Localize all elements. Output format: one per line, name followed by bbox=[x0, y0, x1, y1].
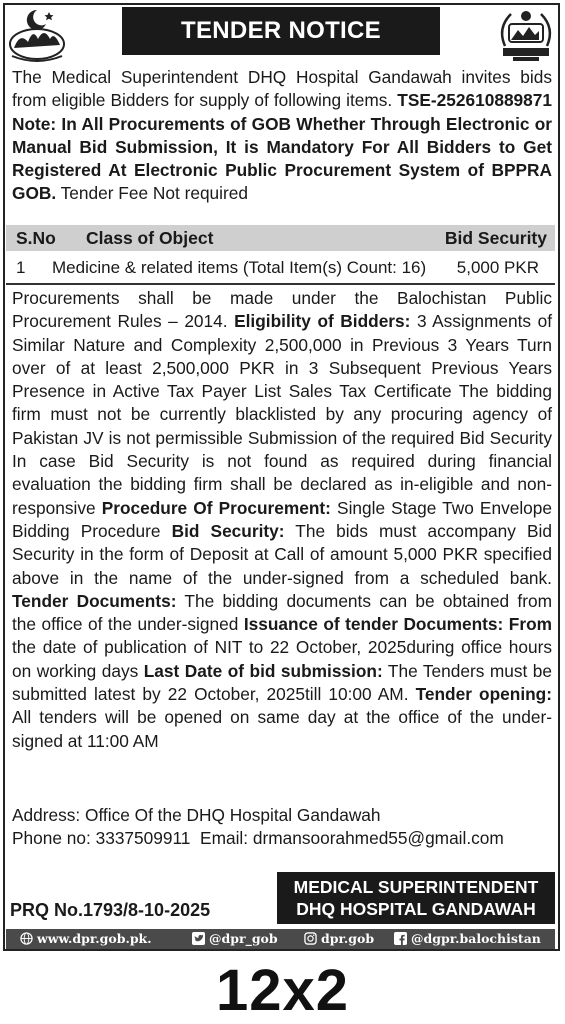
footer-twitter[interactable]: @dpr_gob bbox=[192, 931, 278, 946]
government-seal-right bbox=[495, 6, 557, 64]
prq-number: PRQ No.1793/8-10-2025 bbox=[10, 900, 211, 920]
tender-notice-title: TENDER NOTICE bbox=[122, 7, 440, 55]
ad-size-label: 12x2 bbox=[215, 958, 350, 1023]
col-sno: S.No bbox=[16, 228, 56, 248]
terms-paragraph: Procurements shall be made under the Balochistan Public Procurement Rules – 2014. Eligibility of Bidders: 3 Assignments of Similar Nature and Complexity 2,500,000 in Previous 3 Years Turn over of at least 2,500,000 PKR in 3 Subsequent Previous Years Presence in Active Tax Payer List Sales Tax Certificate The bidding firm must not be currently blacklisted by any procuring agency of Pakistan JV is not permissible Submission of the required Bid Security In case Bid Security is not found as required during financial evaluation the bidding firm shall be declared as in-eligible and non-responsive Procedure Of Procurement: Single Stage Two Envelope Bidding Procedure Bid Security: The bids must accompany Bid Security in the form of Deposit at Call of amount 5,000 PKR specified above in the name of the under-signed from a scheduled bank. Tender Documents: The bidding documents can be obtained from the office of the under-signed Issuance of tender Documents: From the date of publication of NIT to 22 October, 2025during office hours on working days Last Date of bid submission: The Tenders must be submitted latest by 22 October, 2025till 10:00 AM. Tender opening: All tenders will be opened on same day at the office of the under-signed at 11:00 AM bbox=[12, 288, 553, 751]
balochistan-emblem-left bbox=[6, 6, 68, 64]
row-sno: 1 bbox=[16, 258, 26, 277]
globe-icon bbox=[20, 932, 33, 945]
table-header bbox=[6, 225, 555, 251]
twitter-icon bbox=[192, 932, 205, 945]
col-bid-security: Bid Security bbox=[444, 228, 547, 248]
contact-block bbox=[12, 804, 552, 851]
phone-number: Phone no: 3337509911 bbox=[12, 828, 191, 849]
table-divider bbox=[6, 283, 555, 285]
table-row bbox=[6, 255, 555, 281]
footer-instagram[interactable]: dpr.gob bbox=[304, 931, 374, 946]
row-bid-security: 5,000 PKR bbox=[456, 258, 539, 277]
col-class-of-object: Class of Object bbox=[86, 228, 214, 248]
address-line: Address: Office Of the DHQ Hospital Gandawah bbox=[12, 805, 381, 825]
footer-facebook[interactable]: @dgpr.balochistan bbox=[394, 931, 541, 946]
signature-title: MEDICAL SUPERINTENDENT bbox=[293, 877, 539, 897]
footer-website[interactable]: www.dpr.gob.pk. bbox=[20, 931, 152, 946]
email-address[interactable]: Email: drmansoorahmed55@gmail.com bbox=[200, 828, 504, 849]
signature-office: DHQ HOSPITAL GANDAWAH bbox=[296, 899, 536, 919]
footer-bar bbox=[6, 929, 555, 949]
tse-note: TSE-252610889871 Note: In All Procurements of GOB Whether Through Electronic or Manual Bid Submission, It is Mandatory For All Bidders to Get Registered At Electronic Public Procurement System of BPPRA GOB. bbox=[12, 90, 552, 204]
intro-paragraph: The Medical Superintendent DHQ Hospital Gandawah invites bids from eligible Bidders for supply of following items. TSE-252610889871 Note: In All Procurements of GOB Whether Through Electronic or Manual Bid Submission, It is Mandatory For All Bidders to Get Registered At Electronic Public Procurement System of BPPRA GOB. Tender Fee Not required bbox=[12, 67, 552, 204]
instagram-icon bbox=[304, 932, 317, 945]
contact-line bbox=[12, 827, 552, 850]
signature-block bbox=[277, 872, 555, 924]
row-class-of-object: Medicine & related items (Total Item(s) Count: 16) bbox=[52, 258, 427, 277]
facebook-icon bbox=[394, 932, 407, 945]
